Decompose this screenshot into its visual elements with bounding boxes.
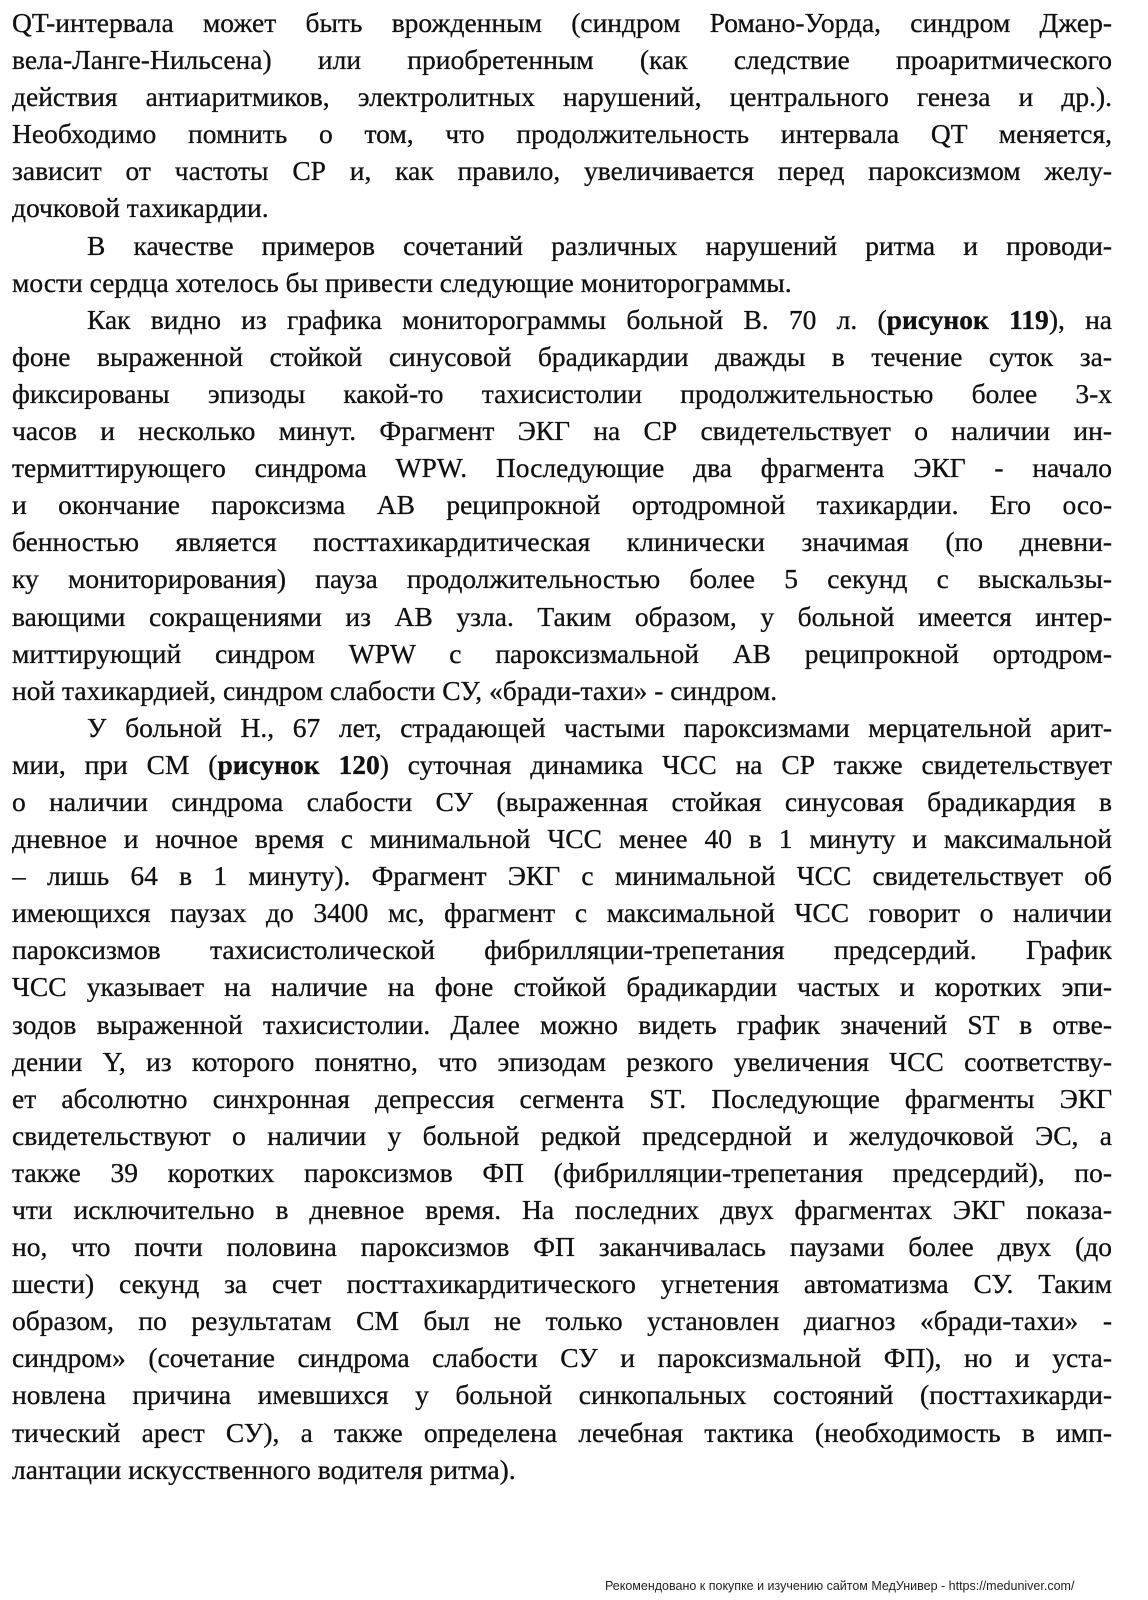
text-line: QT-интервала может быть врожденным (синдром Романо-Уорда, синдром Джер- [12, 7, 1112, 38]
text-line: тический арест СУ), а также определена лечебная тактика (необходимость в имп- [12, 1416, 1112, 1448]
text-line: фиксированы эпизоды какой-то тахисистолии продолжительностью более 3-х [12, 377, 1112, 409]
text-segment: ) суточная динамика ЧСС на СР также свидетельствует [379, 748, 1112, 780]
text-line: бенностью является посттахикардитическая клинически значимая (по дневни- [12, 526, 1112, 558]
text-line: В качестве примеров сочетаний различных нарушений ритма и проводи- [87, 229, 1112, 261]
text-segment: Как видно из графика мониторограммы больной В. 70 л. ( [87, 303, 887, 335]
text-line: и окончание пароксизма АВ реципрокной ортодромной тахикардии. Его осо- [12, 489, 1112, 521]
paragraph-examples-intro [12, 227, 1112, 301]
text-line: но, что почти половина пароксизмов ФП заканчивалась паузами более двух (до [12, 1231, 1112, 1263]
text-line: зодов выраженной тахисистолии. Далее можно видеть график значений ST в отве- [12, 1008, 1112, 1040]
footer-recommendation: Рекомендовано к покупке и изучению сайтом МедУнивер - https://meduniver.com/ [605, 1579, 1075, 1593]
paragraph-figure-120 [12, 709, 1112, 1488]
text-segment: ), на [1048, 303, 1112, 335]
text-line: дочковой тахикардии. [12, 192, 269, 224]
text-line: вела-Ланге-Нильсена) или приобретенным (как следствие проаритмического [12, 44, 1112, 76]
text-line: образом, по результатам СМ был не только установлен диагноз «бради-тахи» - [12, 1305, 1112, 1337]
text-line: зависит от частоты СР и, как правило, увеличивается перед пароксизмом желу- [12, 155, 1112, 187]
text-segment: мии, при СМ ( [12, 748, 218, 780]
figure-reference-120: рисунок 120 [217, 748, 380, 780]
text-line: Необходимо помнить о том, что продолжительность интервала QT меняется, [12, 118, 1112, 150]
paragraph-qt-interval [12, 4, 1112, 227]
text-line: лантации искусственного водителя ритма). [12, 1453, 516, 1485]
text-line: также 39 коротких пароксизмов ФП (фибрилляции-трепетания предсердий), по- [12, 1156, 1112, 1188]
text-line: ку мониторирования) пауза продолжительностью более 5 секунд с выскальзы- [12, 563, 1112, 595]
text-line: термиттирующего синдрома WPW. Последующие два фрагмента ЭКГ - начало [12, 452, 1112, 484]
text-line: ной тахикардией, синдром слабости СУ, «бради-тахи» - синдром. [12, 674, 778, 706]
text-line: мости сердца хотелось бы привести следующие мониторограммы. [12, 266, 792, 298]
text-line: часов и несколько минут. Фрагмент ЭКГ на СР свидетельствует о наличии ин- [12, 415, 1112, 447]
text-line: вающими сокращениями из АВ узла. Таким образом, у больной имеется интер- [12, 600, 1112, 632]
paragraph-figure-119 [12, 301, 1112, 709]
text-line: дении Y, из которого понятно, что эпизодам резкого увеличения ЧСС соответству- [12, 1045, 1112, 1077]
text-line: пароксизмов тахисистолической фибрилляции-трепетания предсердий. График [12, 934, 1112, 966]
text-line: имеющихся паузах до 3400 мс, фрагмент с максимальной ЧСС говорит о наличии [12, 897, 1112, 929]
text-line [12, 746, 1112, 783]
page-body [12, 4, 1112, 1488]
text-line: ЧСС указывает на наличие на фоне стойкой брадикардии частых и коротких эпи- [12, 971, 1112, 1003]
text-line: ет абсолютно синхронная депрессия сегмента ST. Последующие фрагменты ЭКГ [12, 1082, 1112, 1114]
text-line: – лишь 64 в 1 минуту). Фрагмент ЭКГ с минимальной ЧСС свидетельствует об [12, 860, 1112, 892]
text-line: о наличии синдрома слабости СУ (выраженная стойкая синусовая брадикардия в [12, 785, 1112, 817]
text-line: чти исключительно в дневное время. На последних двух фрагментах ЭКГ показа- [12, 1194, 1112, 1225]
text-line: шести) секунд за счет посттахикардитического угнетения автоматизма СУ. Таким [12, 1268, 1112, 1300]
text-line: новлена причина имевшихся у больной синкопальных состояний (посттахикарди- [12, 1379, 1112, 1411]
text-line [12, 301, 1112, 338]
text-line: действия антиаритмиков, электролитных нарушений, центрального генеза и др.). [12, 81, 1112, 113]
text-line: синдром» (сочетание синдрома слабости СУ и пароксизмальной ФП), но и уста- [12, 1342, 1112, 1374]
text-line: дневное и ночное время с минимальной ЧСС менее 40 в 1 минуту и максимальной [12, 823, 1112, 855]
text-line: миттирующий синдром WPW с пароксизмальной АВ реципрокной ортодром- [12, 637, 1112, 669]
text-line: фоне выраженной стойкой синусовой брадикардии дважды в течение суток за- [12, 340, 1112, 372]
figure-reference-119: рисунок 119 [886, 303, 1049, 335]
text-line: свидетельствуют о наличии у больной редкой предсердной и желудочковой ЭС, а [12, 1119, 1112, 1151]
text-line: У больной Н., 67 лет, страдающей частыми пароксизмами мерцательной арит- [87, 711, 1112, 743]
